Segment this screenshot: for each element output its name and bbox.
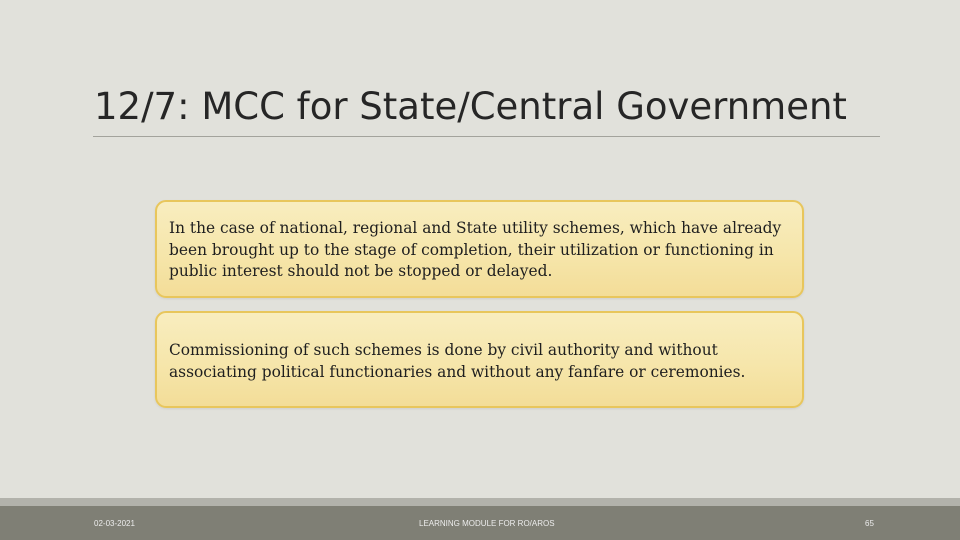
point-box-commissioning (155, 311, 804, 408)
footer-accent-strip (0, 498, 960, 506)
point-text-utility-schemes: In the case of national, regional and State utility schemes, which have already been brought up to the stage of completion, their utilization or functioning in public interest should not be stopped or delayed. (169, 219, 782, 280)
point-box-utility-schemes (155, 200, 804, 298)
slide-title: 12/7: MCC for State/Central Government (94, 85, 847, 128)
title-underline (93, 136, 880, 137)
footer-module-label: LEARNING MODULE FOR RO/AROS (419, 519, 555, 528)
point-text-commissioning: Commissioning of such schemes is done by civil authority and without associating political functionaries and without any fanfare or ceremonies. (169, 341, 746, 381)
slide-footer (0, 506, 960, 540)
footer-page-number: 65 (865, 519, 874, 528)
footer-date: 02-03-2021 (94, 519, 135, 528)
